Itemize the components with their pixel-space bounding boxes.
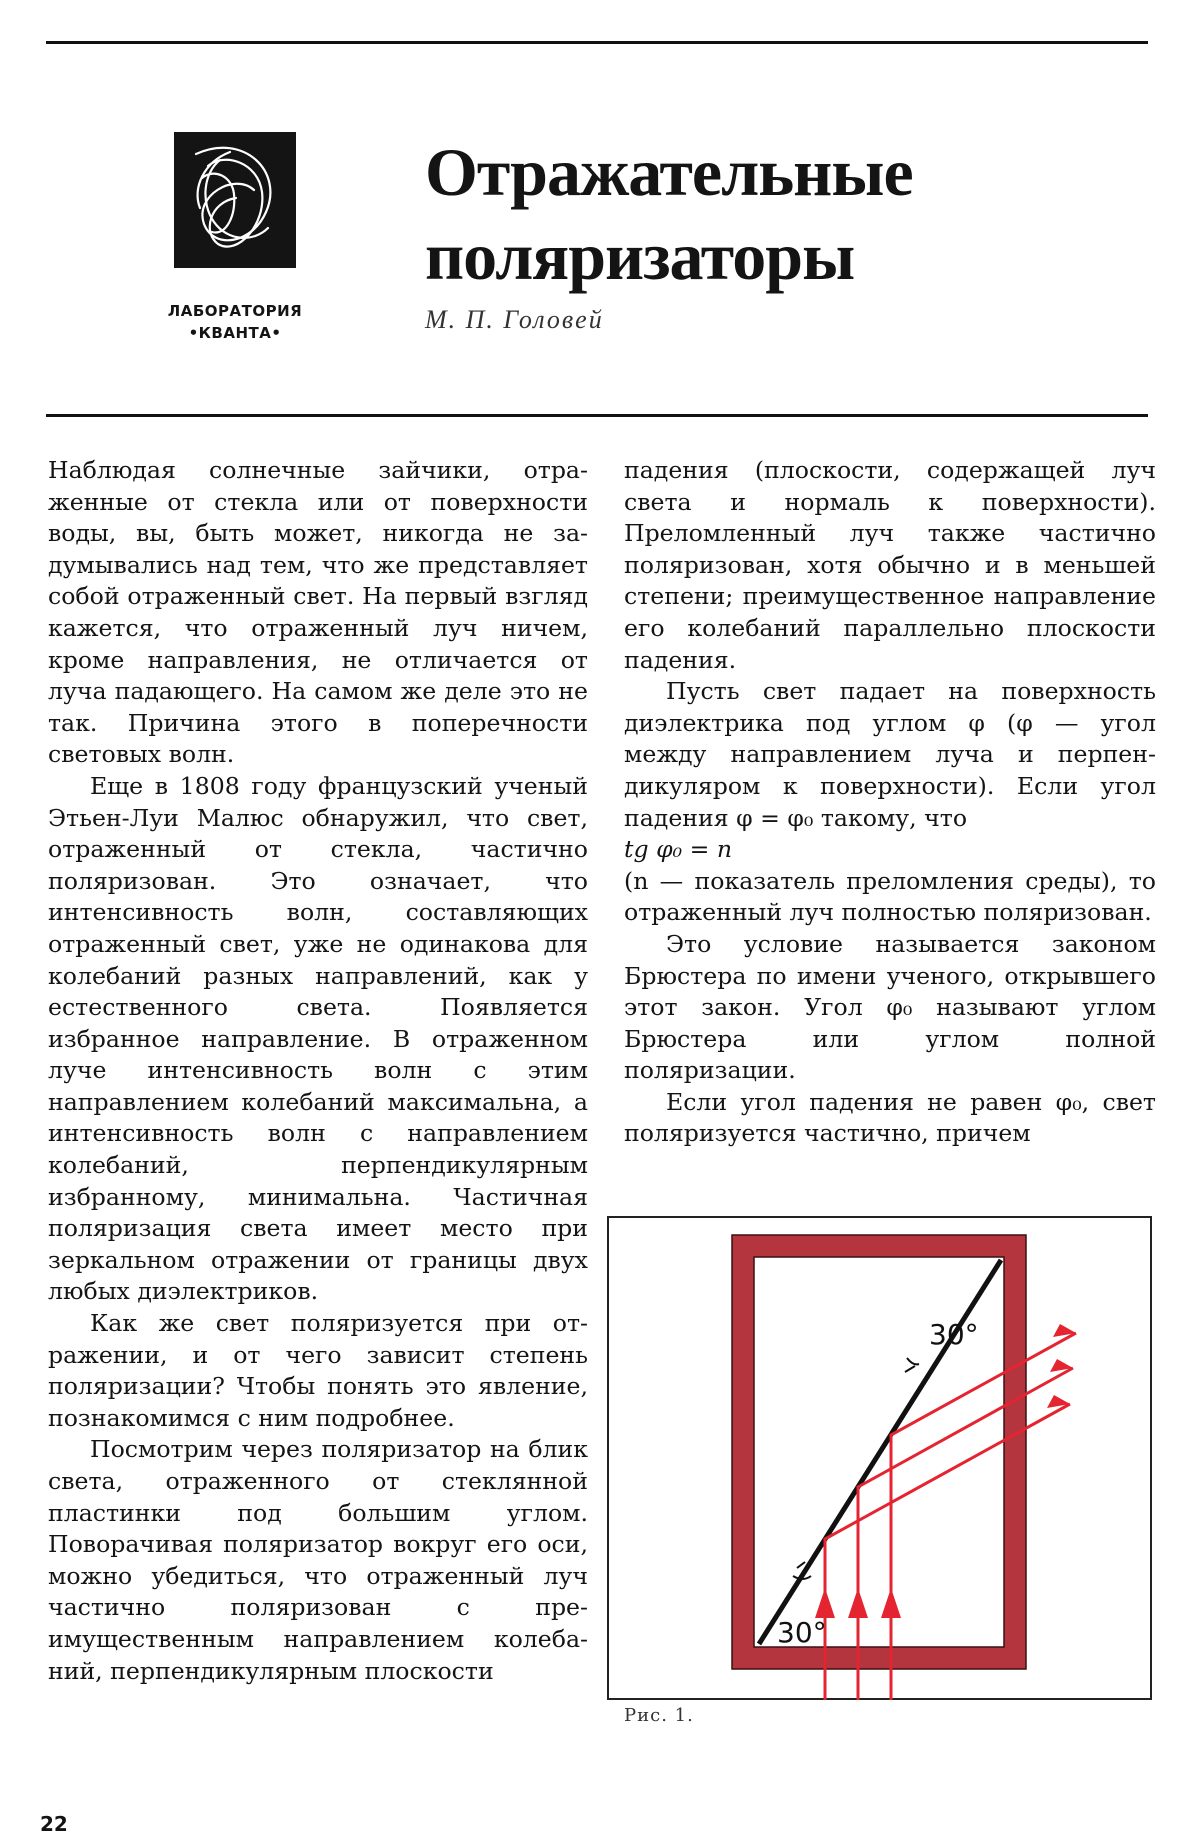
figure-1-diagram <box>607 1216 1152 1700</box>
angle-label-bottom: 30° <box>777 1616 827 1649</box>
paragraph: падения (плоскости, содержащей луч света и нормаль к поверхности). Преломленный луч также частично поляризован, хотя обычно и в меньшей степени; преимущественное направление его колебаний параллельно плоскости падения. <box>624 456 1156 674</box>
title-line2: поляризаторы <box>425 218 855 294</box>
author-name: М. П. Головей <box>425 305 604 334</box>
paragraph: Еще в 1808 году французский ученый Этьен-Луи Малюс обнаружил, что свет, отраженный от стекла, частично поляризован. Это означает, что интенсивность волн, составляющих отраженный свет, уже не одинакова для колебаний разных направлений, как у естественного света. Появляется избранное направление. В отраженном луче интенсивность волн с этим направлением колебаний максимальна, а интенсивность волн с направлением колебаний, перпендикулярным избранному, минимальна. Частичная поляризация света имеет место при зеркальном отражении от границы двух любых диэлектриков. <box>48 771 588 1306</box>
paragraph: Если угол падения не равен φ₀, свет поляризуется частично, причем <box>624 1087 1156 1148</box>
brewster-formula: tg φ₀ = n <box>624 835 733 864</box>
paragraph: Как же свет поляризуется при отражении, и от чего зависит степень поляризации? Чтобы понять это явление, познакомимся с ним подробнее. <box>48 1309 588 1432</box>
section-label <box>140 300 330 344</box>
section-label-line1: ЛАБОРАТОРИЯ <box>167 302 303 320</box>
paragraph: (n — показатель преломления среды), то отраженный луч полностью поляризован. <box>624 866 1156 927</box>
paragraph: Это условие называется законом Брюстера по имени ученого, открывшего этот закон. Угол φ₀ называют углом Брюстера или углом полной поляризации. <box>624 929 1156 1085</box>
angle-label-top: 30° <box>929 1318 979 1351</box>
paragraph: Наблюдая солнечные зайчики, отраженные от стекла или от поверхности воды, вы, быть может, никогда не задумывались над тем, что же представляет собой отраженный свет. На первый взгляд кажется, что отраженный луч ничем, кроме направления, не отличается от луча падающего. На самом же деле это не так. Причина этого в поперечности световых волн. <box>48 456 588 769</box>
page-number: 22 <box>40 1812 68 1836</box>
right-column <box>624 455 1156 1150</box>
section-label-line2: •КВАНТА• <box>188 324 282 342</box>
figure-border <box>608 1217 1151 1699</box>
header-divider <box>46 414 1148 417</box>
left-column <box>48 455 588 1687</box>
scribble-logo-icon <box>174 132 296 268</box>
paragraph: Посмотрим через поляризатор на блик света, отраженного от стеклянной пластинки под большим углом. Поворачивая поляризатор вокруг его оси, можно убедиться, что отраженный луч частично поляризован с преимущественным направлением колебаний, перпендикулярным плоскости <box>48 1435 588 1685</box>
title-line1: Отражательные <box>425 134 913 210</box>
figure-caption: Рис. 1. <box>624 1705 694 1726</box>
top-rule <box>46 41 1148 44</box>
lab-logo <box>174 132 296 268</box>
paragraph: Пусть свет падает на поверхность диэлектрика под углом φ (φ — угол между направлением луча и перпендикуляром к поверхности). Если угол падения φ = φ₀ такому, что <box>624 677 1156 832</box>
article-title <box>425 130 913 298</box>
